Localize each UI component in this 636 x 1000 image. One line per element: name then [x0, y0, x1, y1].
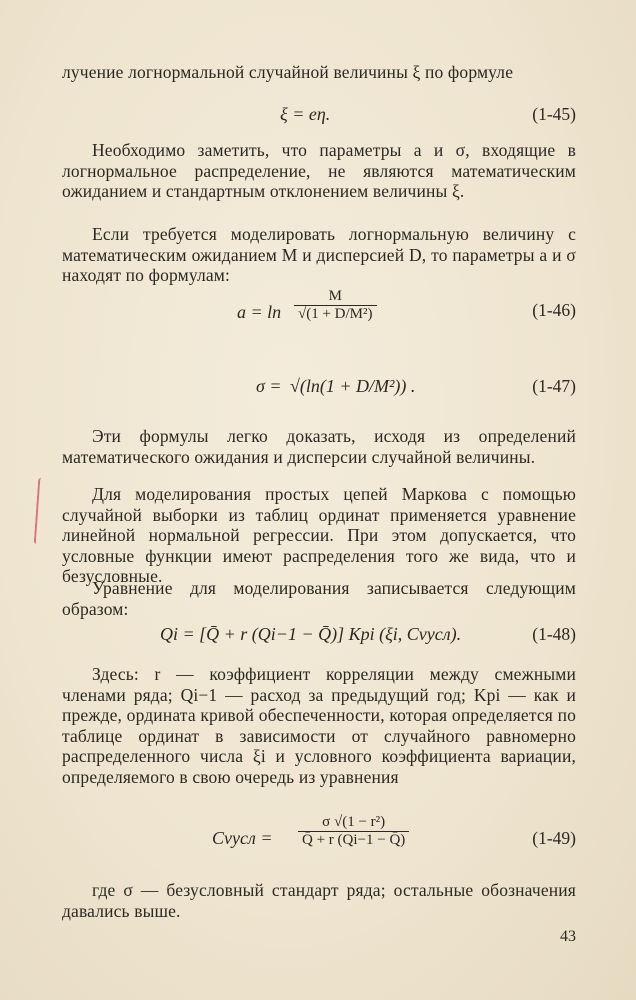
paragraph-definitions: Здесь: r — коэффициент корреляции между смежными членами ряда; Qi−1 — расход за предыдущий год; Kpi — как и прежде, ордината кривой обеспеченности, которая определяется по таблице ординат в зависимости от случайного равномерно распределенного числа ξi и условного коэффициента вариации, определяемого в свою очередь из уравнения: [62, 664, 576, 787]
paragraph-continuation: лучение логнормальной случайной величины ξ по формуле: [62, 62, 514, 82]
equation-1-49: [62, 814, 576, 870]
paragraph-equation-intro: Уравнение для моделирования записывается следующим образом:: [62, 578, 576, 619]
equation-1-46-denominator: √(1 + D/M²): [298, 306, 373, 322]
equation-1-45: [62, 104, 576, 134]
paragraph-parameters-note: Необходимо заметить, что параметры a и σ, входящие в логнормальное распределение, не являются математическим ожиданием и стандартным отклонением величины ξ.: [62, 140, 576, 201]
equation-number: (1-45): [532, 104, 576, 124]
equation-1-48-body: Qi = [Q̄ + r (Qi−1 − Q̄)] Kpi (ξi, Cvусл).: [160, 624, 462, 644]
equation-1-45-body: ξ = eη.: [280, 104, 331, 124]
equation-1-47-lhs: σ =: [256, 376, 282, 396]
equation-number: (1-46): [532, 300, 576, 320]
paragraph-modeling-lognormal: Если требуется моделировать логнормальную величину с математическим ожиданием M и дисперсией D, то параметры a и σ находят по формулам:: [62, 224, 576, 285]
paragraph-markov-chains: Для моделирования простых цепей Маркова с помощью случайной выборки из таблиц ординат применяется уравнение линейной нормальной регрессии. При этом допускается, что условные функции имеют распределения того же вида, что и безусловные.: [62, 484, 576, 586]
equation-1-47-body: √(ln(1 + D/M²)) .: [290, 376, 416, 396]
equation-number: (1-48): [532, 624, 576, 644]
equation-1-49-lhs: Cvусл =: [212, 828, 273, 848]
red-pencil-mark: [34, 478, 46, 544]
equation-1-49-numerator: σ √(1 − r²): [298, 814, 409, 832]
equation-number: (1-47): [532, 376, 576, 396]
equation-1-46-lhs: a = ln: [237, 302, 282, 322]
paragraph-formulas-proof: Эти формулы легко доказать, исходя из определений математического ожидания и дисперсии случайной величины.: [62, 426, 576, 467]
equation-1-48: [62, 624, 576, 654]
equation-1-49-denominator: Q̄ + r (Qi−1 − Q̄): [302, 832, 406, 848]
equation-1-46: [62, 288, 576, 344]
equation-1-47: [62, 370, 576, 410]
equation-1-49-fraction: [298, 814, 409, 849]
paragraph-closing-note: где σ — безусловный стандарт ряда; остальные обозначения давались выше.: [62, 880, 576, 921]
equation-1-46-fraction: [294, 288, 377, 323]
equation-1-46-numerator: M: [294, 288, 377, 306]
equation-number: (1-49): [532, 828, 576, 848]
page-number: 43: [560, 928, 576, 945]
